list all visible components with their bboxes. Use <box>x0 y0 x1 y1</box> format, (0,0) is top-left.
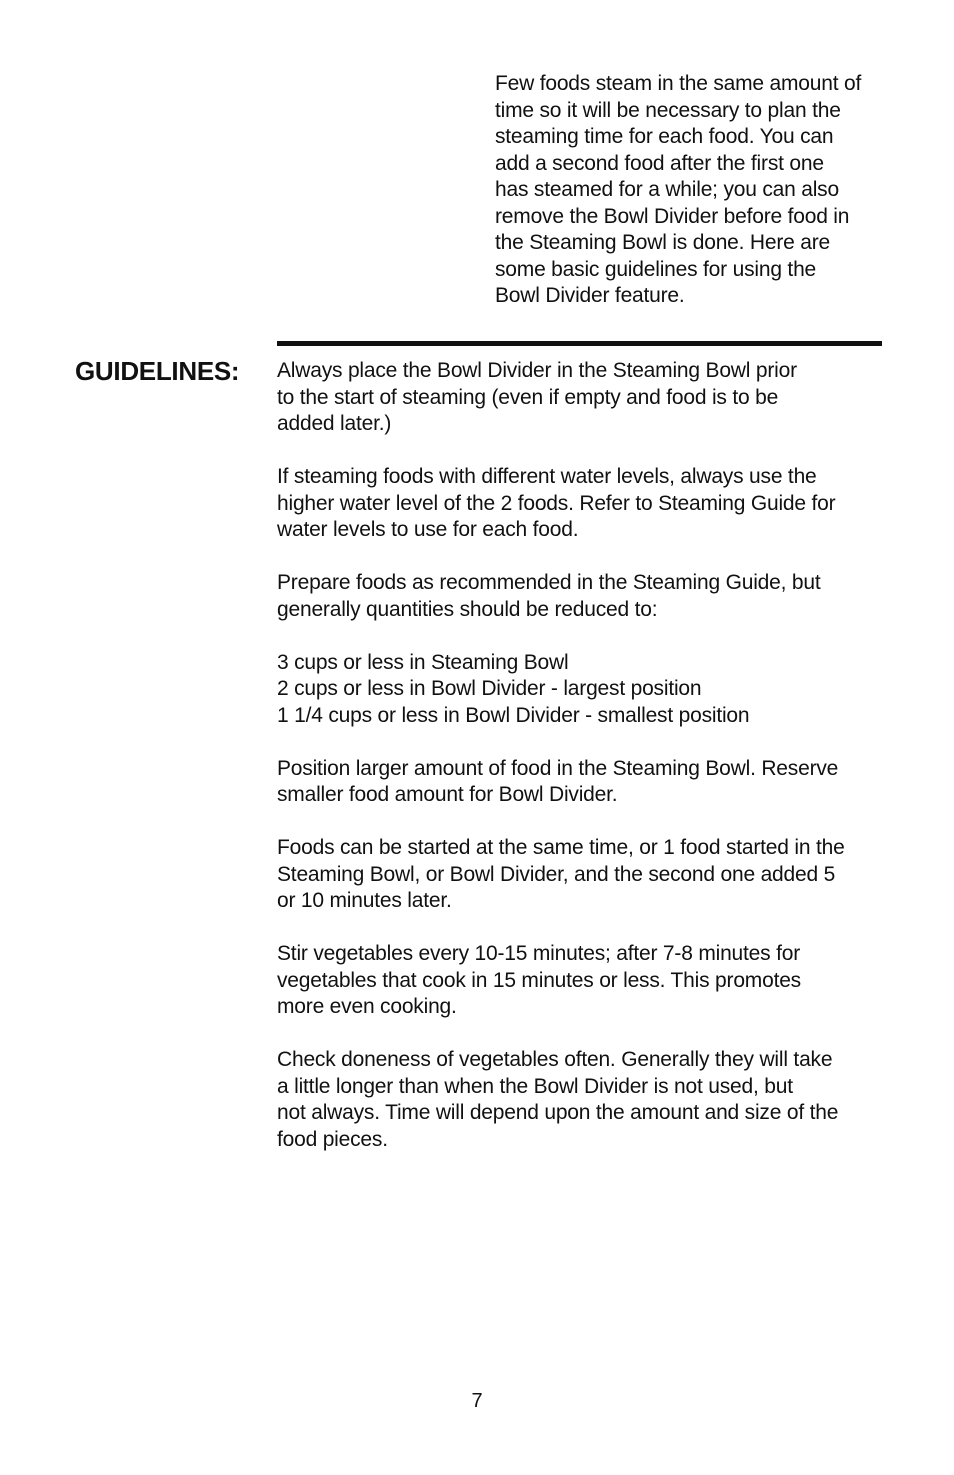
guideline-paragraph <box>277 835 887 915</box>
guideline-line: Foods can be started at the same time, or 1 food started in the <box>277 836 845 859</box>
intro-line: Bowl Divider feature. <box>495 284 685 307</box>
guideline-line: Prepare foods as recommended in the Steaming Guide, but <box>277 571 821 594</box>
guideline-line: food pieces. <box>277 1127 388 1151</box>
guidelines-heading: GUIDELINES: <box>75 356 240 386</box>
guideline-line: not always. Time will depend upon the amount and size of the <box>277 1101 839 1124</box>
intro-line: Few foods steam in the same amount of <box>495 72 862 95</box>
intro-line: steaming time for each food. You can <box>495 125 834 148</box>
intro-line: has steamed for a while; you can also <box>495 178 839 201</box>
guideline-line: more even cooking. <box>277 995 457 1018</box>
intro-line: time so it will be necessary to plan the <box>495 98 841 122</box>
guideline-line: generally quantities should be reduced to: <box>277 597 658 621</box>
guideline-line: vegetables that cook in 15 minutes or less. This promotes <box>277 968 801 992</box>
guideline-line: a little longer than when the Bowl Divider is not used, but <box>277 1074 793 1098</box>
guidelines-body <box>277 358 887 1180</box>
guideline-line: smaller food amount for Bowl Divider. <box>277 783 618 806</box>
guideline-paragraph <box>277 570 887 623</box>
quantity-line: 2 cups or less in Bowl Divider - largest position <box>277 677 702 700</box>
page-number: 7 <box>471 1390 483 1412</box>
guideline-paragraph <box>277 941 887 1021</box>
guideline-line: Position larger amount of food in the Steaming Bowl. Reserve <box>277 756 839 780</box>
intro-line: add a second food after the first one <box>495 151 824 175</box>
intro-line: remove the Bowl Divider before food in <box>495 204 850 228</box>
guideline-line: Steaming Bowl, or Bowl Divider, and the second one added 5 <box>277 862 836 886</box>
intro-text <box>495 71 887 310</box>
quantity-line: 1 1/4 cups or less in Bowl Divider - smallest position <box>277 703 750 727</box>
intro-line: some basic guidelines for using the <box>495 257 817 281</box>
quantity-list <box>277 650 887 730</box>
guideline-line: If steaming foods with different water levels, always use the <box>277 465 817 488</box>
section-divider <box>277 341 882 346</box>
guideline-line: added later.) <box>277 412 392 435</box>
guideline-line: or 10 minutes later. <box>277 889 452 912</box>
quantity-line: 3 cups or less in Steaming Bowl <box>277 650 569 674</box>
guideline-line: to the start of steaming (even if empty and food is to be <box>277 385 779 409</box>
guideline-line: higher water level of the 2 foods. Refer to Steaming Guide for <box>277 491 836 515</box>
guideline-paragraph <box>277 464 887 544</box>
guideline-line: Always place the Bowl Divider in the Steaming Bowl prior <box>277 359 797 382</box>
guideline-paragraph <box>277 1047 887 1153</box>
intro-line: the Steaming Bowl is done. Here are <box>495 231 831 254</box>
guideline-line: Check doneness of vegetables often. Generally they will take <box>277 1048 833 1071</box>
guideline-paragraph <box>277 358 887 438</box>
guideline-line: water levels to use for each food. <box>277 518 579 541</box>
guideline-line: Stir vegetables every 10-15 minutes; after 7-8 minutes for <box>277 942 800 965</box>
guideline-paragraph <box>277 756 887 809</box>
